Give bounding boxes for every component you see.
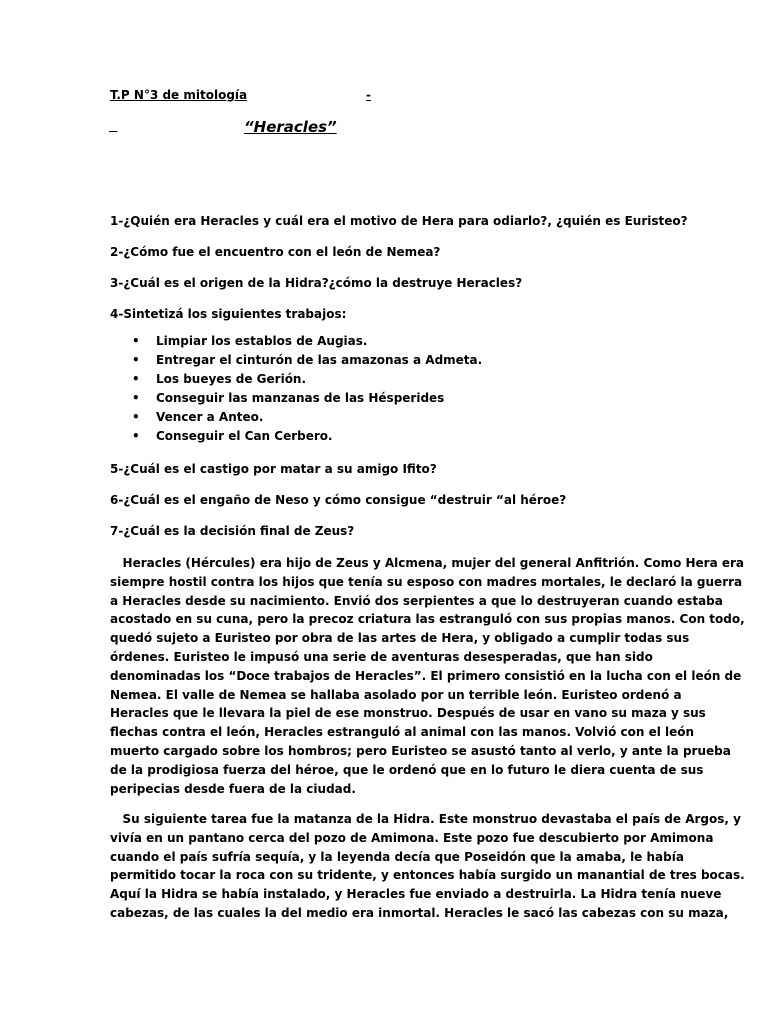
text-line: cuando el país sufría sequía, y la leyenda decía que Poseidón que la amaba, le había	[110, 849, 684, 864]
list-item: • Conseguir las manzanas de las Hésperides	[110, 389, 670, 408]
text-line: denominadas los “Doce trabajos de Heracles”. El primero consistió en la lucha con el león de	[110, 668, 742, 683]
list-item: • Entregar el cinturón de las amazonas a Admeta.	[110, 351, 670, 370]
document-title: “Heracles”	[244, 118, 337, 136]
text-line: Nemea. El valle de Nemea se hallaba asolado por un terrible león. Euristeo ordenó a	[110, 687, 682, 702]
questions-section	[110, 214, 688, 555]
bullet-icon: •	[132, 353, 140, 367]
text-line: muerto cargado sobre los hombros; pero Euristeo se asustó tanto al verlo, y ante la prueba	[110, 743, 731, 758]
text-line: a Heracles desde su nacimiento. Envió dos serpientes a que lo destruyeran cuando estaba	[110, 593, 723, 608]
list-item: • Conseguir el Can Cerbero.	[110, 427, 670, 446]
paragraph-heracles-origin	[110, 554, 745, 798]
paragraph-hydra	[110, 810, 745, 923]
text-line: peripecias desde fuera de la ciudad.	[110, 781, 356, 796]
list-item: • Vencer a Anteo.	[110, 408, 670, 427]
text-line: Aquí la Hidra se había instalado, y Heracles fue enviado a destruirla. La Hidra tenía nueve	[110, 887, 722, 902]
title-underscore-mark	[109, 119, 117, 133]
question-7: 7-¿Cuál es la decisión final de Zeus?	[110, 524, 355, 538]
text-line: Su siguiente tarea fue la matanza de la Hidra. Este monstruo devastaba el país de Argos, y	[110, 812, 741, 826]
works-list	[110, 332, 670, 446]
question-2: 2-¿Cómo fue el encuentro con el león de Nemea?	[110, 245, 441, 259]
question-5: 5-¿Cuál es el castigo por matar a su amigo Ifito?	[110, 462, 437, 476]
list-item: • Limpiar los establos de Augias.	[110, 332, 670, 351]
bullet-icon: •	[132, 429, 140, 443]
text-line: Heracles (Hércules) era hijo de Zeus y Alcmena, mujer del general Anfitrión. Como Hera era	[110, 556, 745, 570]
bullet-icon: •	[132, 410, 140, 424]
text-line: Heracles que le llevara la piel de ese monstruo. Después de usar en vano su maza y sus	[110, 706, 706, 721]
text-line: acostado en su cuna, pero la precoz criatura las estranguló con sus propias manos. Con todo,	[110, 612, 745, 627]
text-line: órdenes. Euristeo le impusó una serie de aventuras desesperadas, que han sido	[110, 649, 653, 664]
bullet-icon: •	[132, 391, 140, 405]
assignment-header: T.P N°3 de mitología	[110, 88, 248, 102]
bullet-icon: •	[132, 372, 140, 386]
text-line: siempre hostil contra los hijos que tenía su esposo con madres mortales, le declaró la guerra	[110, 574, 743, 589]
text-line: permitido tocar la roca con su tridente, y entonces había surgido un manantial de tres bocas.	[110, 868, 745, 883]
header-underscore-mark: -	[366, 88, 371, 102]
question-6: 6-¿Cuál es el engaño de Neso y cómo consigue “destruir “al héroe?	[110, 493, 567, 507]
text-line: cabezas, de las cuales la del medio era inmortal. Heracles le sacó las cabezas con su maza,	[110, 905, 729, 920]
text-line: vivía en un pantano cerca del pozo de Amimona. Este pozo fue descubierto por Amimona	[110, 830, 714, 845]
question-1: 1-¿Quién era Heracles y cuál era el motivo de Hera para odiarlo?, ¿quién es Euristeo?	[110, 214, 688, 228]
bullet-icon: •	[132, 334, 140, 348]
list-item: • Los bueyes de Gerión.	[110, 370, 670, 389]
text-line: flechas contra el león, Heracles estranguló al animal con las manos. Volvió con el león	[110, 725, 695, 740]
question-3: 3-¿Cuál es el origen de la Hidra?¿cómo la destruye Heracles?	[110, 276, 523, 290]
question-4: 4-Sintetizá los siguientes trabajos:	[110, 307, 347, 321]
text-line: quedó sujeto a Euristeo por obra de las artes de Hera, y obligado a cumplir todas sus	[110, 631, 690, 646]
text-line: de la prodigiosa fuerza del héroe, que le ordenó que en lo futuro le diera cuenta de sus	[110, 762, 704, 777]
